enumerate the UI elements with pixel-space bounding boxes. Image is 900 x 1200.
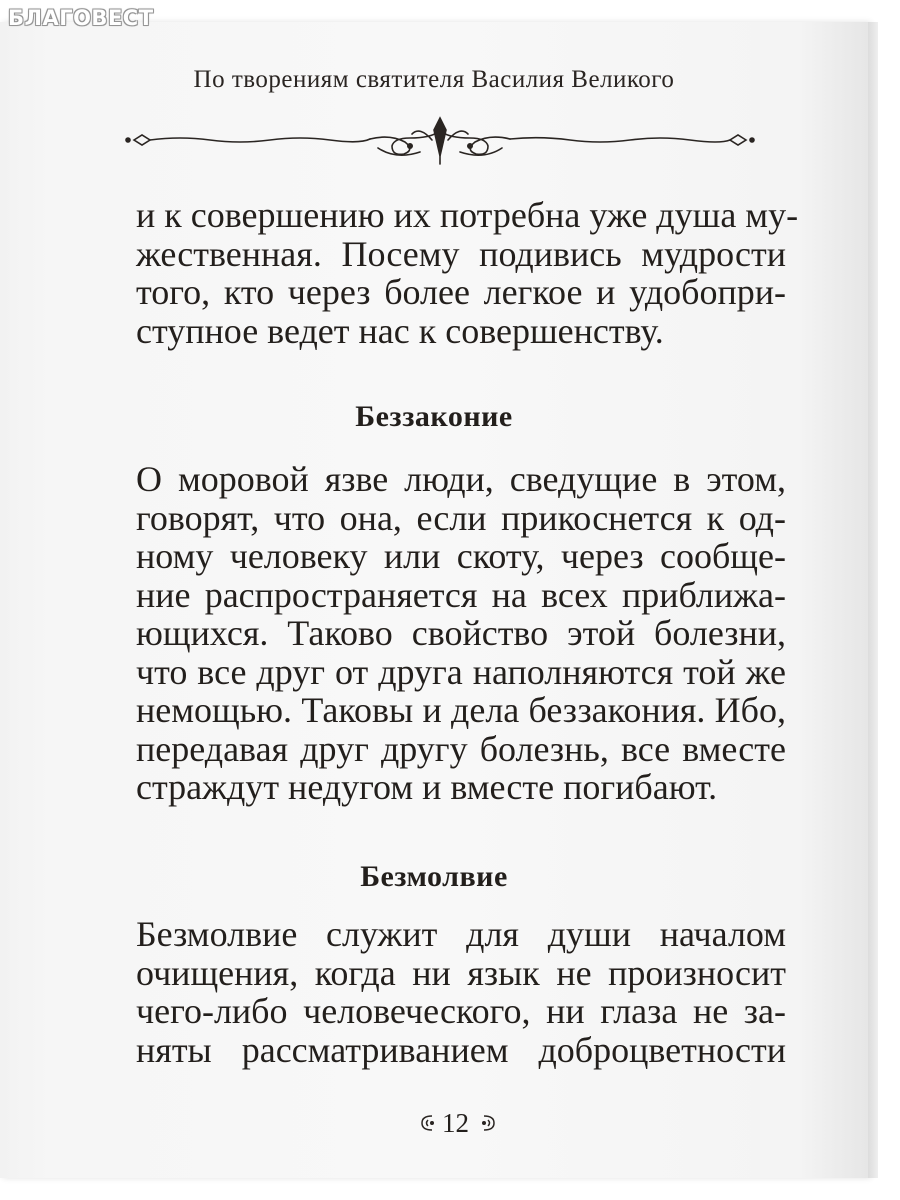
text-line: ступное ведет нас к совершенству. bbox=[136, 310, 664, 351]
folio-ornament-left-icon bbox=[416, 1112, 436, 1134]
page-edge bbox=[868, 22, 878, 1178]
text-line: что все друг от друга наполняются той же bbox=[136, 651, 786, 692]
text-line: очищения, когда ни язык не произносит bbox=[136, 952, 786, 993]
section-heading-silence: Безмолвие bbox=[360, 860, 508, 893]
text-line: жественная. Посему подивись мудрости bbox=[136, 233, 786, 274]
ornament-divider bbox=[120, 112, 760, 168]
paragraph-lawlessness bbox=[136, 460, 786, 807]
store-watermark: БЛАГОВЕСТ bbox=[8, 6, 154, 30]
text-line: и к совершению их потребна уже душа му- bbox=[136, 195, 799, 235]
text-line: ние распространяется на всех приближа- bbox=[136, 574, 786, 615]
paragraph-silence bbox=[136, 915, 786, 1069]
text-line: говорят, что она, если прикоснется к од- bbox=[136, 497, 786, 538]
running-head: По творениям святителя Василия Великого bbox=[193, 66, 675, 93]
text-line: ющихся. Таково свойство этой болезни, bbox=[136, 613, 786, 653]
text-line: страждут недугом и вместе погибают. bbox=[136, 767, 718, 807]
page-number-block bbox=[414, 1104, 504, 1144]
folio-ornament-right-icon bbox=[480, 1112, 500, 1134]
text-line: ному человеку или скоту, через сообще- bbox=[136, 536, 786, 576]
text-line: того, кто через более легкое и удобопри- bbox=[136, 272, 786, 312]
text-line: О моровой язве люди, сведущие в этом, bbox=[136, 459, 786, 499]
text-line: Безмолвие служит для души началом bbox=[136, 914, 786, 954]
text-line: передавая друг другу болезнь, все вместе bbox=[136, 728, 786, 769]
page-number: 12 bbox=[442, 1108, 469, 1138]
text-line: чего-либо человеческого, ни глаза не за- bbox=[136, 991, 786, 1031]
paragraph-continuation bbox=[136, 195, 799, 351]
text-line: няты рассматриванием доброцветности bbox=[136, 1029, 786, 1070]
text-line: немощью. Таковы и дела беззакония. Ибо, bbox=[136, 690, 786, 730]
section-heading-lawlessness: Беззаконие bbox=[355, 400, 513, 433]
